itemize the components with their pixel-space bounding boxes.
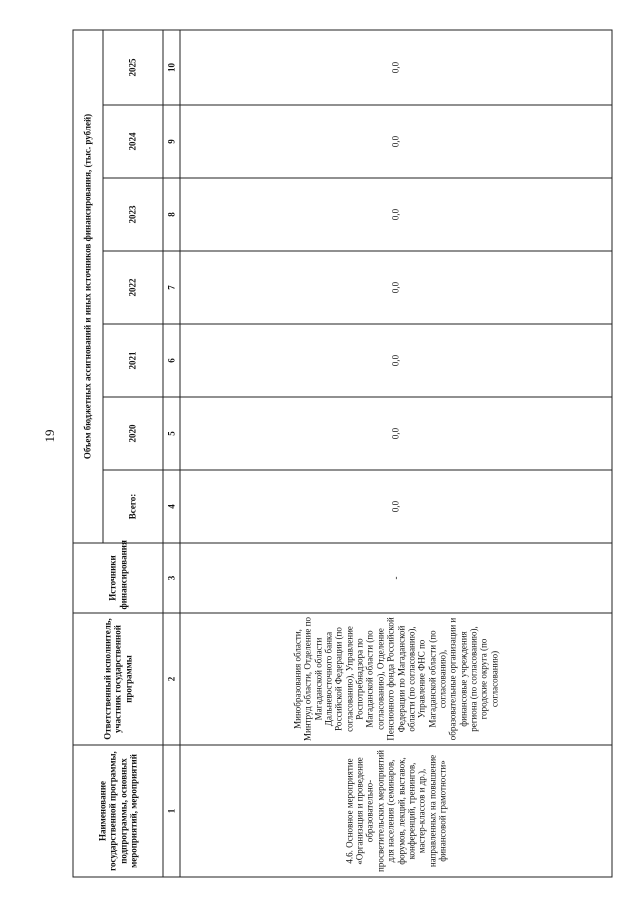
header-year: 2023	[103, 178, 163, 251]
page-number: 19	[42, 429, 57, 443]
page	[72, 30, 612, 877]
column-number: 6	[163, 324, 180, 397]
column-number: 1	[163, 745, 180, 877]
row-source: -	[180, 543, 612, 613]
header-executor: Ответственный исполнитель, участник государственной программы	[73, 613, 163, 745]
header-source: Источники финансирования	[73, 543, 163, 613]
header-year: 2021	[103, 324, 163, 397]
row-value: 0,0	[180, 251, 612, 324]
budget-table	[72, 29, 612, 877]
header-year: Всего:	[103, 470, 163, 543]
header-year: 2022	[103, 251, 163, 324]
row-value: 0,0	[180, 324, 612, 397]
header-year: 2025	[103, 29, 163, 104]
header-year: 2024	[103, 105, 163, 178]
column-number: 8	[163, 178, 180, 251]
row-executors: Минобразования области, Минтруд области, Отделение по Магаданской области Дальневосточного банка Российской Федерации (по согласованию), Управление Роспотребнадзора по Магаданской области (по согласованию), Отделение Пенсионного фонда Российской Федерации по Магаданской области (по согласованию), Управление ФНС по Магаданской области (по согласованию), образовательные организации и финансовые учреждения региона (по согласованию), городские округа (по согласованию)	[180, 613, 612, 745]
table-row	[180, 29, 612, 876]
column-number: 3	[163, 543, 180, 613]
header-year: 2020	[103, 397, 163, 470]
row-value: 0,0	[180, 470, 612, 543]
column-number: 2	[163, 613, 180, 745]
budget-table-rotated	[72, 30, 612, 877]
header-funding-group: Объем бюджетных ассигнований и иных источников финансирования, (тыс. рублей)	[73, 29, 103, 542]
column-number: 4	[163, 470, 180, 543]
column-number: 10	[163, 29, 180, 104]
row-name: 4.6. Основное мероприятие «Организация и проведение образовательно-просветительских мероприятий для населения (семинаров, форумов, лекций, выставок, конференций, тренингов, мастер-классов и др.), направленных на повышение финансовой грамотности»	[180, 745, 612, 877]
column-number: 5	[163, 397, 180, 470]
row-value: 0,0	[180, 105, 612, 178]
column-number: 7	[163, 251, 180, 324]
row-value: 0,0	[180, 29, 612, 104]
column-number: 9	[163, 105, 180, 178]
header-name: Наименование государственной программы, подпрограммы, основных мероприятий, мероприятий	[73, 745, 163, 877]
row-value: 0,0	[180, 178, 612, 251]
row-value: 0,0	[180, 397, 612, 470]
